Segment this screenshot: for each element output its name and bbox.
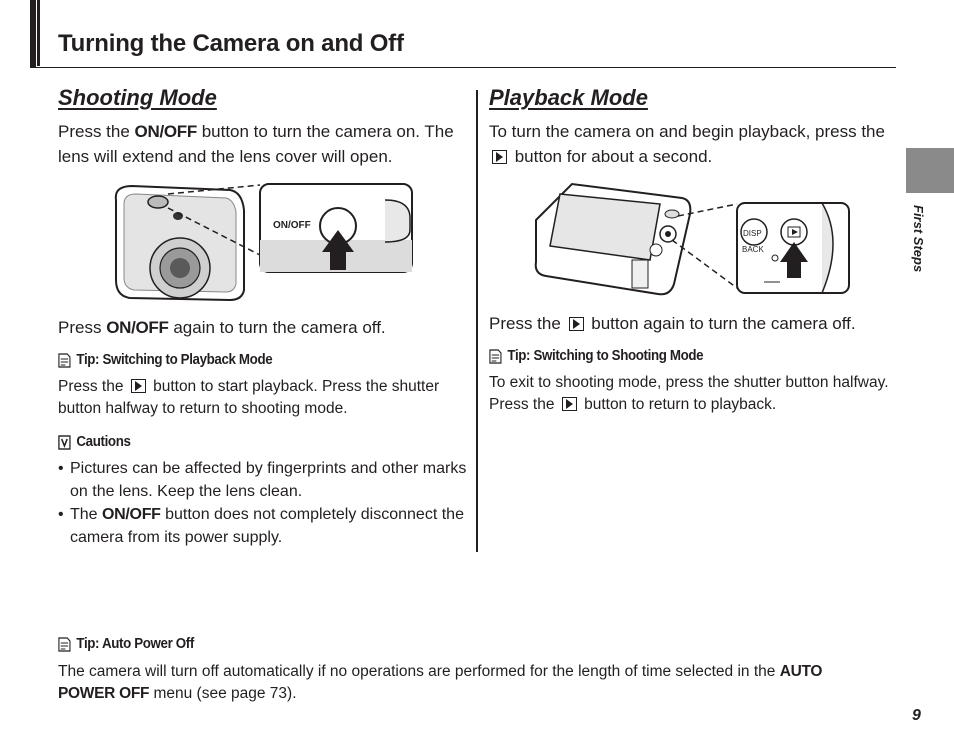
caution-item	[58, 503, 470, 549]
on-off-keyword: ON/OFF	[102, 506, 161, 523]
tip-auto-power-heading	[58, 636, 194, 652]
page-number: 9	[912, 707, 921, 724]
text-fragment: button to start playback. Press the shutter button halfway to return to shooting mode.	[58, 378, 440, 417]
cautions-title: Cautions	[76, 434, 131, 450]
text-fragment: The camera will turn off automatically if no operations are performed for the length of time selected in the	[58, 663, 780, 680]
on-off-keyword: ON/OFF	[134, 122, 197, 141]
text-fragment: Press the	[58, 122, 135, 141]
shooting-paragraph-2	[58, 315, 470, 340]
tip-note-icon	[58, 637, 71, 652]
tip-title: Tip: Switching to Playback Mode	[76, 352, 273, 368]
playback-button-icon	[569, 317, 584, 331]
text-fragment: menu (see page 73).	[149, 685, 297, 702]
text-fragment: button for about a second.	[510, 147, 713, 166]
auto-power-off-keyword: AUTO POWER OFF	[58, 663, 823, 702]
tip-playback-text	[58, 376, 458, 420]
playback-button-icon	[131, 379, 146, 393]
cautions-heading	[58, 434, 131, 450]
page-title: Turning the Camera on and Off	[58, 30, 404, 57]
text-fragment: again to turn the camera off.	[168, 318, 386, 337]
text-fragment: button again to turn the camera off.	[586, 314, 856, 333]
text-fragment: Press the	[58, 378, 128, 395]
tip-title: Tip: Auto Power Off	[76, 636, 194, 652]
caution-icon	[58, 435, 71, 450]
camera-power-illustration	[110, 180, 415, 305]
tip-shooting-text	[489, 372, 889, 416]
playback-paragraph-2	[489, 311, 909, 336]
chapter-label: First Steps	[911, 205, 926, 273]
text-fragment: Press the	[489, 314, 566, 333]
text-fragment: button to turn the camera on. The lens will extend and the lens cover will open.	[58, 122, 454, 166]
tip-title: Tip: Switching to Shooting Mode	[507, 348, 704, 364]
tip-note-icon	[489, 349, 502, 364]
cautions-list	[58, 457, 470, 549]
camera-playback-illustration	[532, 180, 852, 298]
text-fragment: Press	[58, 318, 107, 337]
playback-button-icon	[492, 150, 507, 164]
text-fragment: To turn the camera on and begin playback, press the	[489, 122, 885, 141]
shooting-mode-heading: Shooting Mode	[58, 85, 217, 110]
text-fragment: To exit to shooting mode, press the shutter button halfway. Press the	[489, 374, 889, 413]
tip-shooting-heading	[489, 348, 703, 364]
playback-button-icon	[562, 397, 577, 411]
disp-label: DISP	[743, 229, 762, 238]
tip-note-icon	[58, 353, 71, 368]
on-off-keyword: ON/OFF	[106, 318, 169, 337]
shooting-heading-wrap	[58, 85, 217, 111]
tip-playback-heading	[58, 352, 272, 368]
text-fragment: The	[70, 506, 103, 523]
on-off-label: ON/OFF	[273, 220, 311, 231]
title-accent	[37, 0, 40, 66]
playback-mode-heading: Playback Mode	[489, 85, 648, 110]
playback-heading-wrap	[489, 85, 648, 111]
text-fragment: button does not completely disconnect the camera from its power supply.	[70, 506, 464, 546]
playback-paragraph-1	[489, 119, 899, 169]
auto-power-text	[58, 661, 878, 705]
column-divider	[476, 90, 478, 552]
shooting-paragraph-1	[58, 119, 470, 169]
text-fragment: button to return to playback.	[579, 396, 777, 413]
caution-item: • Pictures can be affected by fingerprints and other marks on the lens. Keep the lens clean.	[58, 457, 470, 503]
back-label: BACK	[742, 245, 764, 254]
chapter-tab	[906, 148, 954, 193]
